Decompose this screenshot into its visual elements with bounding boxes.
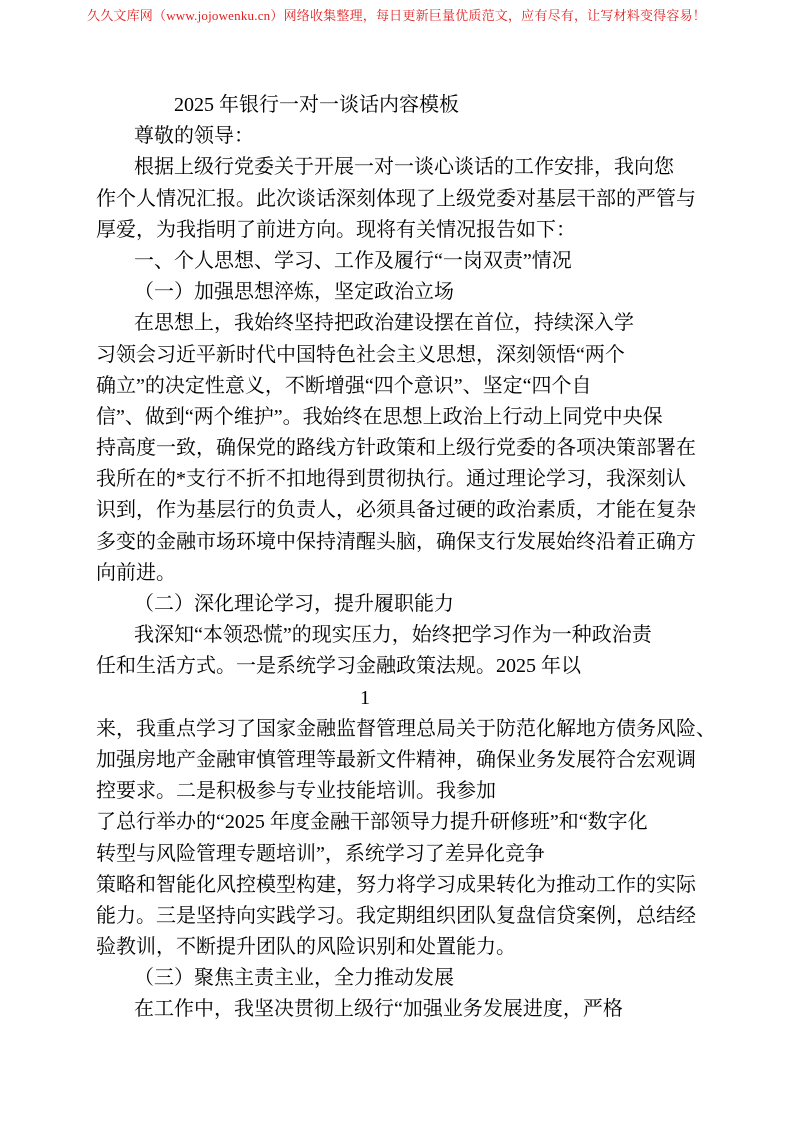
text-line: 任和生活方式。一是系统学习金融政策法规。2025 年以 [96,655,581,678]
text-line: 一、个人思想、学习、工作及履行“一岗双责”情况 [134,249,572,272]
watermark-text: 久久文库网（www.jojowenku.cn）网络收集整理，每日更新巨量优质范文，应有尽有，让写材料变得容易！ [87,8,706,23]
text-line: 作个人情况汇报。此次谈话深刻体现了上级党委对基层干部的严管与 [96,187,696,210]
text-line: 策略和智能化风控模型构建，努力将学习成果转化为推动工作的实际 [96,873,696,896]
page-number: 1 [360,686,370,709]
text-line: 持高度一致，确保党的路线方针政策和上级行党委的各项决策部署在 [96,437,696,460]
text-line: 尊敬的领导： [134,125,254,148]
text-line: 厚爱，为我指明了前进方向。现将有关情况报告如下： [96,218,576,241]
text-line: 多变的金融市场环境中保持清醒头脑，确保支行发展始终沿着正确方 [96,530,696,553]
text-line: 来，我重点学习了国家金融监督管理总局关于防范化解地方债务风险、 [96,717,716,740]
text-line: 识到，作为基层行的负责人，必须具备过硬的政治素质，才能在复杂 [96,499,696,522]
text-line: 了总行举办的“2025 年度金融干部领导力提升研修班”和“数字化 [96,811,648,834]
text-line: （一）加强思想淬炼，坚定政治立场 [134,281,454,304]
text-line: 习领会习近平新时代中国特色社会主义思想，深刻领悟“两个 [96,343,625,366]
text-line: 确立”的决定性意义，不断增强“四个意识”、坚定“四个自 [96,374,592,397]
document-title: 2025 年银行一对一谈话内容模板 [174,94,459,116]
text-line: 在思想上，我始终坚持把政治建设摆在首位，持续深入学 [134,312,634,335]
text-line: （二）深化理论学习，提升履职能力 [134,593,454,615]
text-line: 加强房地产金融审慎管理等最新文件精神，确保业务发展符合宏观调 [96,748,696,771]
text-line: 能力。三是坚持向实践学习。我定期组织团队复盘信贷案例，总结经 [96,904,696,927]
text-line: 我深知“本领恐慌”的现实压力，始终把学习作为一种政治责 [134,624,652,647]
text-line: 信”、做到“两个维护”。我始终在思想上政治上行动上同党中央保 [96,405,663,428]
document-body [96,90,744,1026]
text-line: 控要求。二是积极参与专业技能培训。我参加 [96,780,496,803]
text-line: 向前进。 [96,561,176,584]
text-line: 我所在的*支行不折不扣地得到贯彻执行。通过理论学习，我深刻认 [96,468,686,491]
text-line: （三）聚焦主责主业，全力推动发展 [134,967,454,990]
text-line: 转型与风险管理专题培训”，系统学习了差异化竞争 [96,842,545,865]
text-line: 根据上级行党委关于开展一对一谈心谈话的工作安排，我向您 [134,156,674,179]
text-line: 验教训，不断提升团队的风险识别和处置能力。 [96,936,516,959]
text-line: 在工作中，我坚决贯彻上级行“加强业务发展进度，严格 [134,998,623,1021]
